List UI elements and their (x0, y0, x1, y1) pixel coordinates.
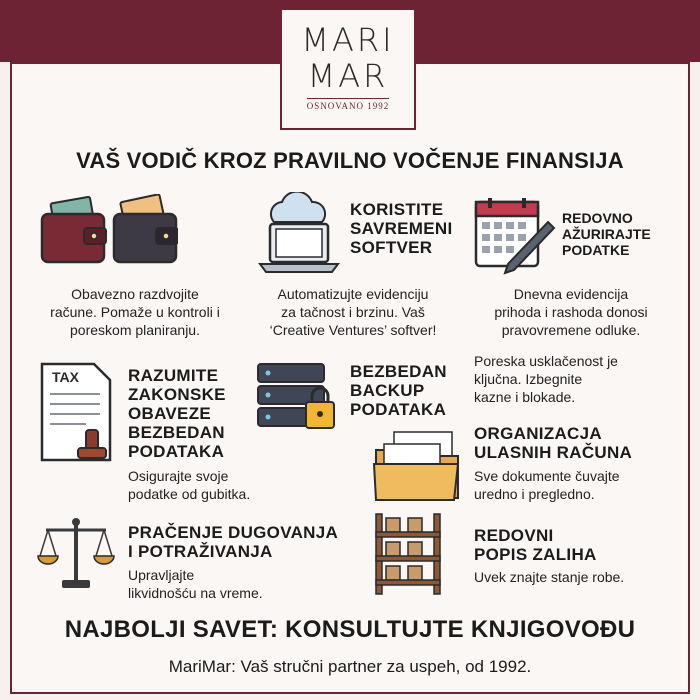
update-heading: REDOVNO AŽURIRAJTE PODATKE (562, 210, 651, 258)
server-lock-icon (254, 360, 344, 440)
scales-icon (36, 514, 116, 594)
separate-accounts-text: Obavezno razdvojite račune. Pomaže u kontroli i poreskom planiranju. (50, 286, 220, 338)
logo-line-2: MAR (307, 57, 389, 95)
legal-heading: RAZUMITE ZAKONSKE OBAVEZE BEZBEDAN PODATAKA (128, 366, 226, 461)
footer-subtitle: MariMar: Vaš stručni partner za uspeh, od 1992. (168, 657, 532, 676)
page-title: VAŠ VODIČ KROZ PRAVILNO VOČENJE FINANSIJA (76, 148, 624, 173)
debts-text: Upravljajte likvidnošću na vreme. (128, 567, 263, 601)
logo (280, 8, 416, 130)
logo-line-1: MARI (301, 21, 395, 59)
laptop-cloud-icon (256, 192, 342, 276)
calendar-pen-icon (472, 196, 558, 276)
inventory-text: Uvek znajte stanje robe. (474, 569, 625, 585)
software-text: Automatizujte evidenciju za tačnost i brzinu. Vaš ‘Creative Ventures’ softver! (269, 286, 437, 338)
legal-text: Osigurajte svoje podatke od gubitka. (128, 468, 251, 502)
incoming-invoices-text: Sve dokumente čuvajte uredno i pregledno. (474, 468, 620, 502)
backup-heading: BEZBEDAN BACKUP PODATAKA (350, 362, 447, 419)
inventory-heading: REDOVNI POPIS ZALIHA (474, 526, 597, 564)
update-text: Dnevna evidencija prihoda i rashoda donosi pravovremene odluke. (494, 286, 648, 338)
inventory-shelf-icon (372, 512, 452, 596)
wallets-icon (38, 194, 178, 268)
footer-title: NAJBOLJI SAVET: KONSULTUJTE KNJIGOVOĐU (64, 616, 636, 643)
incoming-invoices-heading: ORGANIZACJA ULASNIH RAČUNA (474, 424, 633, 462)
folders-icon (370, 430, 466, 502)
software-heading: KORISTITE SAVREMENI SOFTVER (350, 200, 453, 257)
tax-compliance-text: Poreska usklačenost je ključna. Izbegnite kazne i blokade. (474, 353, 618, 405)
logo-established: OSNOVANO 1992 (307, 98, 390, 111)
debts-heading: PRAČENJE DUGOVANJA I POTRAŽIVANJA (128, 523, 339, 561)
tax-form-icon (36, 360, 122, 464)
tax-form-label: TAX (52, 369, 79, 385)
